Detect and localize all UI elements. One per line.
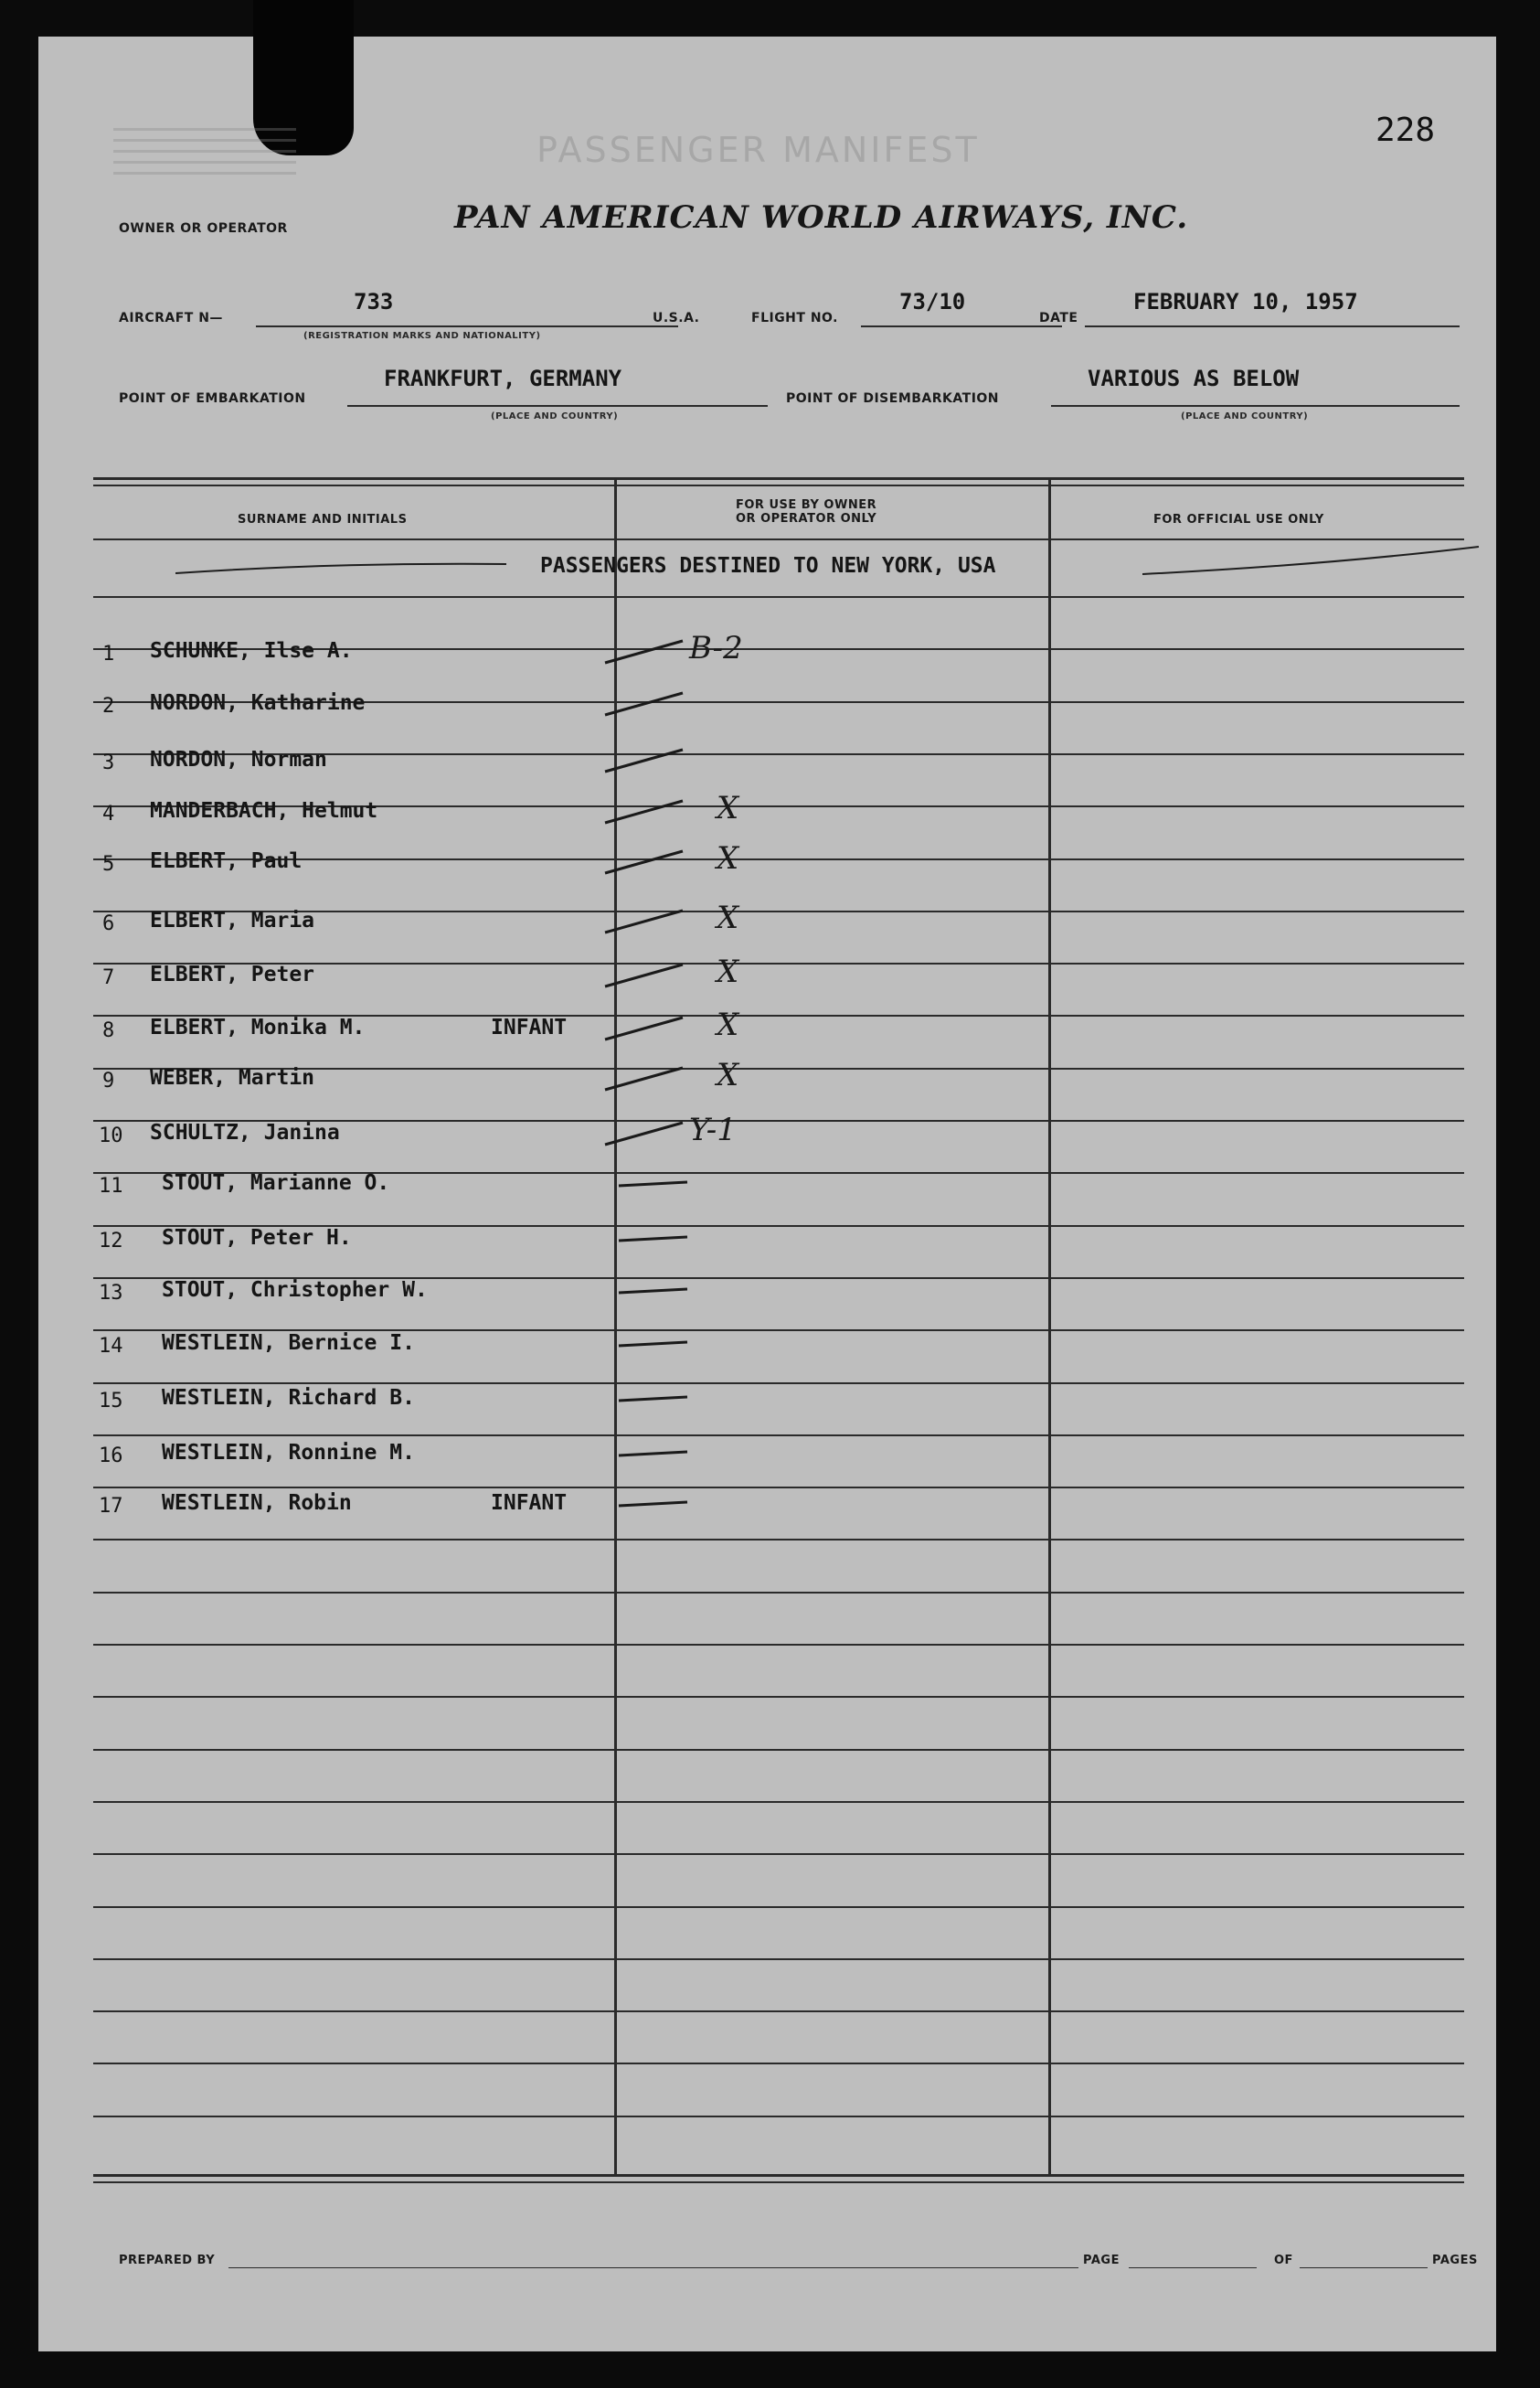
check-stroke bbox=[600, 1381, 701, 1422]
table-bottom-rule-1 bbox=[93, 2174, 1464, 2177]
row-rule bbox=[93, 1801, 1464, 1803]
passenger-name: SCHUNKE, Ilse A. bbox=[150, 639, 353, 663]
flight-underline bbox=[861, 325, 1062, 327]
date-label: DATE bbox=[1039, 311, 1078, 325]
passenger-name: WESTLEIN, Richard B. bbox=[162, 1386, 415, 1410]
passenger-name: WESTLEIN, Ronnine M. bbox=[162, 1441, 415, 1465]
handwritten-mark: X bbox=[717, 790, 739, 826]
check-stroke-path bbox=[605, 801, 683, 823]
col-header-official: FOR OFFICIAL USE ONLY bbox=[1153, 513, 1324, 527]
check-stroke-path bbox=[605, 693, 683, 715]
check-stroke-path bbox=[619, 1452, 687, 1455]
check-stroke bbox=[600, 634, 701, 675]
passenger-name: WESTLEIN, Bernice I. bbox=[162, 1331, 415, 1355]
passenger-number: 8 bbox=[102, 1019, 115, 1042]
check-stroke-path bbox=[619, 1182, 687, 1186]
passenger-name: STOUT, Marianne O. bbox=[162, 1171, 390, 1195]
of-line bbox=[1300, 2267, 1428, 2268]
passenger-number: 10 bbox=[99, 1125, 123, 1147]
disembarkation-label: POINT OF DISEMBARKATION bbox=[786, 391, 1000, 406]
check-stroke bbox=[600, 686, 701, 727]
handwritten-mark: B-2 bbox=[689, 630, 743, 666]
page-label: PAGE bbox=[1083, 2254, 1120, 2267]
date-underline bbox=[1085, 325, 1460, 327]
check-stroke bbox=[600, 1221, 701, 1262]
aircraft-label: AIRCRAFT N— bbox=[119, 311, 223, 325]
check-stroke bbox=[600, 1273, 701, 1314]
handwritten-mark: X bbox=[717, 954, 739, 990]
passenger-number: 12 bbox=[99, 1230, 123, 1253]
row-rule bbox=[93, 1958, 1464, 1960]
column-divider-2 bbox=[1048, 479, 1051, 2175]
row-rule bbox=[93, 1644, 1464, 1646]
handwritten-mark: X bbox=[717, 900, 739, 936]
disembarkation-underline bbox=[1051, 405, 1460, 407]
aircraft-underline bbox=[256, 325, 678, 327]
check-stroke bbox=[600, 844, 701, 885]
check-stroke bbox=[600, 1435, 701, 1477]
check-stroke-path bbox=[605, 750, 683, 772]
passenger-note: INFANT bbox=[491, 1016, 568, 1039]
check-stroke bbox=[600, 1010, 701, 1051]
passenger-name: ELBERT, Peter bbox=[150, 963, 315, 986]
check-stroke-path bbox=[605, 1068, 683, 1090]
check-stroke bbox=[600, 1326, 701, 1367]
row-rule bbox=[93, 1382, 1464, 1384]
prepared-by-line bbox=[228, 2267, 1078, 2268]
passenger-number: 6 bbox=[102, 912, 115, 935]
col-header-owner-2: OR OPERATOR ONLY bbox=[736, 512, 877, 526]
check-stroke bbox=[600, 1061, 701, 1102]
row-rule bbox=[93, 2010, 1464, 2012]
check-stroke-path bbox=[605, 641, 683, 663]
passenger-name: WESTLEIN, Robin bbox=[162, 1491, 352, 1515]
passenger-number: 13 bbox=[99, 1282, 123, 1305]
section-heading: PASSENGERS DESTINED TO NEW YORK, USA bbox=[540, 554, 996, 578]
passenger-number: 1 bbox=[102, 643, 115, 666]
passenger-number: 9 bbox=[102, 1070, 115, 1093]
company-name: PAN AMERICAN WORLD AIRWAYS, INC. bbox=[454, 199, 1189, 236]
row-rule bbox=[93, 1696, 1464, 1698]
check-stroke-path bbox=[619, 1237, 687, 1241]
aircraft-value: 733 bbox=[354, 289, 394, 314]
row-rule bbox=[93, 2116, 1464, 2117]
pages-label: PAGES bbox=[1432, 2254, 1478, 2267]
faded-header: PASSENGER MANIFEST bbox=[536, 130, 980, 170]
passenger-name: NORDON, Norman bbox=[150, 748, 327, 772]
prepared-by-label: PREPARED BY bbox=[119, 2254, 216, 2267]
passenger-number: 14 bbox=[99, 1335, 123, 1358]
row-rule bbox=[93, 1539, 1464, 1540]
passenger-name: MANDERBACH, Helmut bbox=[150, 799, 378, 823]
col-header-owner-1: FOR USE BY OWNER bbox=[736, 498, 877, 512]
owner-label: OWNER OR OPERATOR bbox=[119, 221, 288, 236]
handwritten-mark: X bbox=[717, 1057, 739, 1093]
row-rule bbox=[93, 1749, 1464, 1751]
passenger-note: INFANT bbox=[491, 1491, 568, 1515]
passenger-name: ELBERT, Paul bbox=[150, 849, 303, 873]
col-header-names: SURNAME AND INITIALS bbox=[238, 513, 408, 527]
row-rule bbox=[93, 1853, 1464, 1855]
passenger-name: SCHULTZ, Janina bbox=[150, 1121, 340, 1145]
check-stroke-path bbox=[619, 1342, 687, 1346]
disembarkation-value: VARIOUS AS BELOW bbox=[1088, 366, 1300, 391]
check-stroke bbox=[600, 903, 701, 944]
handwritten-mark: X bbox=[717, 1007, 739, 1043]
passenger-name: NORDON, Katharine bbox=[150, 691, 366, 715]
check-stroke-path bbox=[619, 1502, 687, 1506]
date-value: FEBRUARY 10, 1957 bbox=[1133, 289, 1358, 314]
passenger-name: WEBER, Martin bbox=[150, 1066, 315, 1090]
heading-swash-right bbox=[1142, 538, 1485, 583]
row-rule bbox=[93, 1487, 1464, 1488]
embarkation-caption: (PLACE AND COUNTRY) bbox=[491, 411, 619, 421]
handwritten-mark: Y-1 bbox=[689, 1112, 737, 1148]
check-stroke-path bbox=[605, 1123, 683, 1145]
passenger-name: STOUT, Peter H. bbox=[162, 1226, 352, 1250]
check-stroke bbox=[600, 1486, 701, 1527]
row-rule bbox=[93, 1592, 1464, 1594]
row-rule bbox=[93, 1434, 1464, 1436]
of-label: OF bbox=[1274, 2254, 1293, 2267]
table-top-rule-2 bbox=[93, 485, 1464, 486]
check-stroke-path bbox=[605, 1018, 683, 1039]
passenger-number: 7 bbox=[102, 966, 115, 989]
row-rule bbox=[93, 1906, 1464, 1908]
embarkation-label: POINT OF EMBARKATION bbox=[119, 391, 306, 406]
check-stroke-path bbox=[605, 851, 683, 873]
passenger-number: 2 bbox=[102, 695, 115, 718]
table-bottom-rule-2 bbox=[93, 2181, 1464, 2183]
row-rule bbox=[93, 596, 1464, 598]
check-stroke bbox=[600, 1166, 701, 1207]
passenger-name: STOUT, Christopher W. bbox=[162, 1278, 428, 1302]
embarkation-value: FRANKFURT, GERMANY bbox=[384, 366, 622, 391]
handwritten-mark: X bbox=[717, 840, 739, 877]
flight-value: 73/10 bbox=[899, 289, 966, 314]
check-stroke bbox=[600, 794, 701, 835]
passenger-number: 17 bbox=[99, 1495, 123, 1518]
flight-label: FLIGHT NO. bbox=[751, 311, 838, 325]
check-stroke bbox=[600, 957, 701, 998]
check-stroke-path bbox=[605, 911, 683, 933]
passenger-number: 3 bbox=[102, 752, 115, 774]
row-rule bbox=[93, 2063, 1464, 2064]
embarkation-underline bbox=[347, 405, 768, 407]
check-stroke-path bbox=[619, 1289, 687, 1293]
passenger-number: 4 bbox=[102, 803, 115, 826]
aircraft-country: U.S.A. bbox=[653, 311, 700, 325]
page-number: 228 bbox=[1375, 112, 1436, 149]
aircraft-caption: (REGISTRATION MARKS AND NATIONALITY) bbox=[303, 331, 541, 341]
manifest-page bbox=[38, 37, 1496, 2351]
table-top-rule-1 bbox=[93, 477, 1464, 480]
passenger-number: 15 bbox=[99, 1390, 123, 1413]
passenger-number: 11 bbox=[99, 1175, 123, 1198]
check-stroke bbox=[600, 742, 701, 784]
check-stroke-path bbox=[605, 965, 683, 986]
faded-stamp bbox=[113, 128, 296, 183]
passenger-number: 5 bbox=[102, 853, 115, 876]
page-line bbox=[1129, 2267, 1257, 2268]
check-stroke-path bbox=[619, 1397, 687, 1401]
passenger-number: 16 bbox=[99, 1445, 123, 1467]
check-stroke bbox=[600, 1115, 701, 1157]
heading-swash-left bbox=[175, 553, 514, 581]
passenger-name: ELBERT, Monika M. bbox=[150, 1016, 366, 1039]
passenger-name: ELBERT, Maria bbox=[150, 909, 315, 933]
disembarkation-caption: (PLACE AND COUNTRY) bbox=[1181, 411, 1309, 421]
